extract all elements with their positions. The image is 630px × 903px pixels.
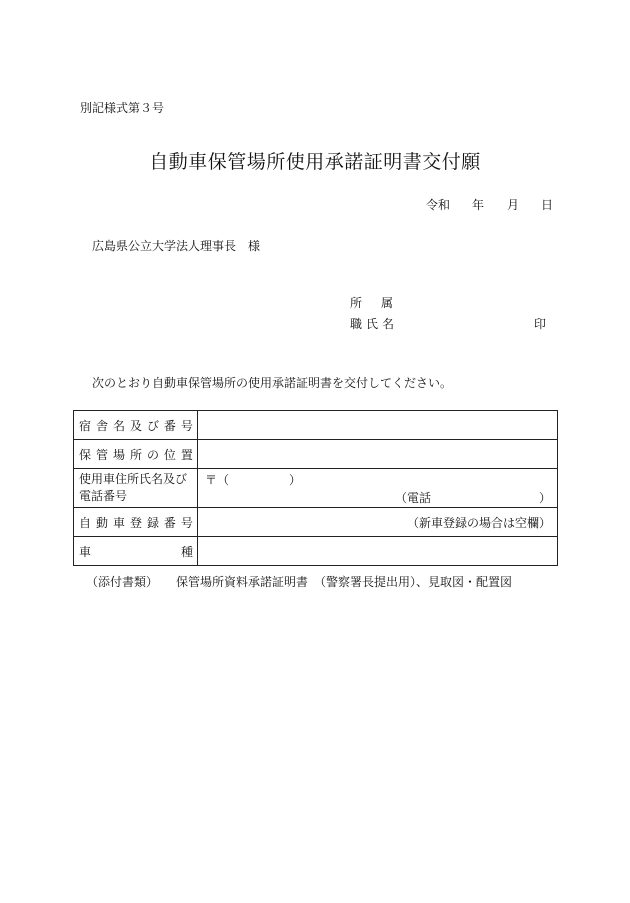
date-day: 日 [541,198,554,212]
registration-note: （新車登録の場合は空欄） [406,515,551,530]
location-char: の [146,447,159,462]
registration-char: 録 [146,515,159,530]
car-type-char: 種 [180,544,193,559]
postal-code: 〒（ ） [205,473,302,487]
dorm-char: 号 [180,418,193,433]
dorm-char: 舎 [95,418,108,433]
user-label-line1: 使用車住所氏名及び [79,472,188,486]
location-char: 場 [112,447,125,462]
dorm-value-field[interactable] [198,411,558,440]
location-char: 管 [95,447,108,462]
table-row-registration [74,508,558,537]
table-row-dorm [74,411,558,440]
user-label-line2: 電話番号 [79,489,128,503]
name-label-3: 名 [382,317,395,331]
dorm-char: 及 [129,418,142,433]
location-label [74,440,198,469]
dorm-char: 名 [112,418,125,433]
registration-char: 番 [163,515,176,530]
user-value-field[interactable] [198,469,558,508]
dorm-char: 宿 [79,418,92,433]
location-value-field[interactable] [198,440,558,469]
affiliation-label-2: 属 [381,296,394,310]
dorm-label [74,411,198,440]
affiliation-label-1: 所 [350,296,363,310]
table-row-location [74,440,558,469]
name-label-2: 氏 [366,317,379,331]
registration-char: 車 [112,515,125,530]
registration-char: 登 [129,515,142,530]
location-char: 置 [180,447,193,462]
seal-mark: 印 [534,317,547,331]
car-type-char: 車 [79,544,92,559]
date-month: 月 [507,198,520,212]
car-type-value-field[interactable] [198,537,558,566]
registration-label [74,508,198,537]
registration-value-field[interactable] [198,508,558,537]
location-char: 保 [79,447,92,462]
registration-char: 動 [95,515,108,530]
user-label [74,469,198,508]
dorm-char: 番 [163,418,176,433]
application-table [73,410,558,566]
addressee: 広島県公立大学法人理事長 様 [92,239,261,253]
document-title: 自動車保管場所使用承諾証明書交付願 [149,151,481,173]
car-type-label [74,537,198,566]
registration-char: 自 [79,515,92,530]
intro-text: 次のとおり自動車保管場所の使用承諾証明書を交付してください。 [92,376,453,390]
name-label-1: 職 [350,317,363,331]
table-row-user [74,469,558,508]
location-char: 所 [129,447,142,462]
phone-note: （電話 ） [394,491,551,505]
date-year: 年 [472,198,485,212]
registration-char: 号 [180,515,193,530]
dorm-char: び [146,418,159,433]
location-char: 位 [163,447,176,462]
table-row-car-type [74,537,558,566]
attachments-note: （添付書類） 保管場所資料承諾証明書 （警察署長提出用）、見取図・配置図 [86,575,513,589]
form-number: 別記様式第３号 [80,101,165,115]
date-era: 令和 [426,198,451,212]
